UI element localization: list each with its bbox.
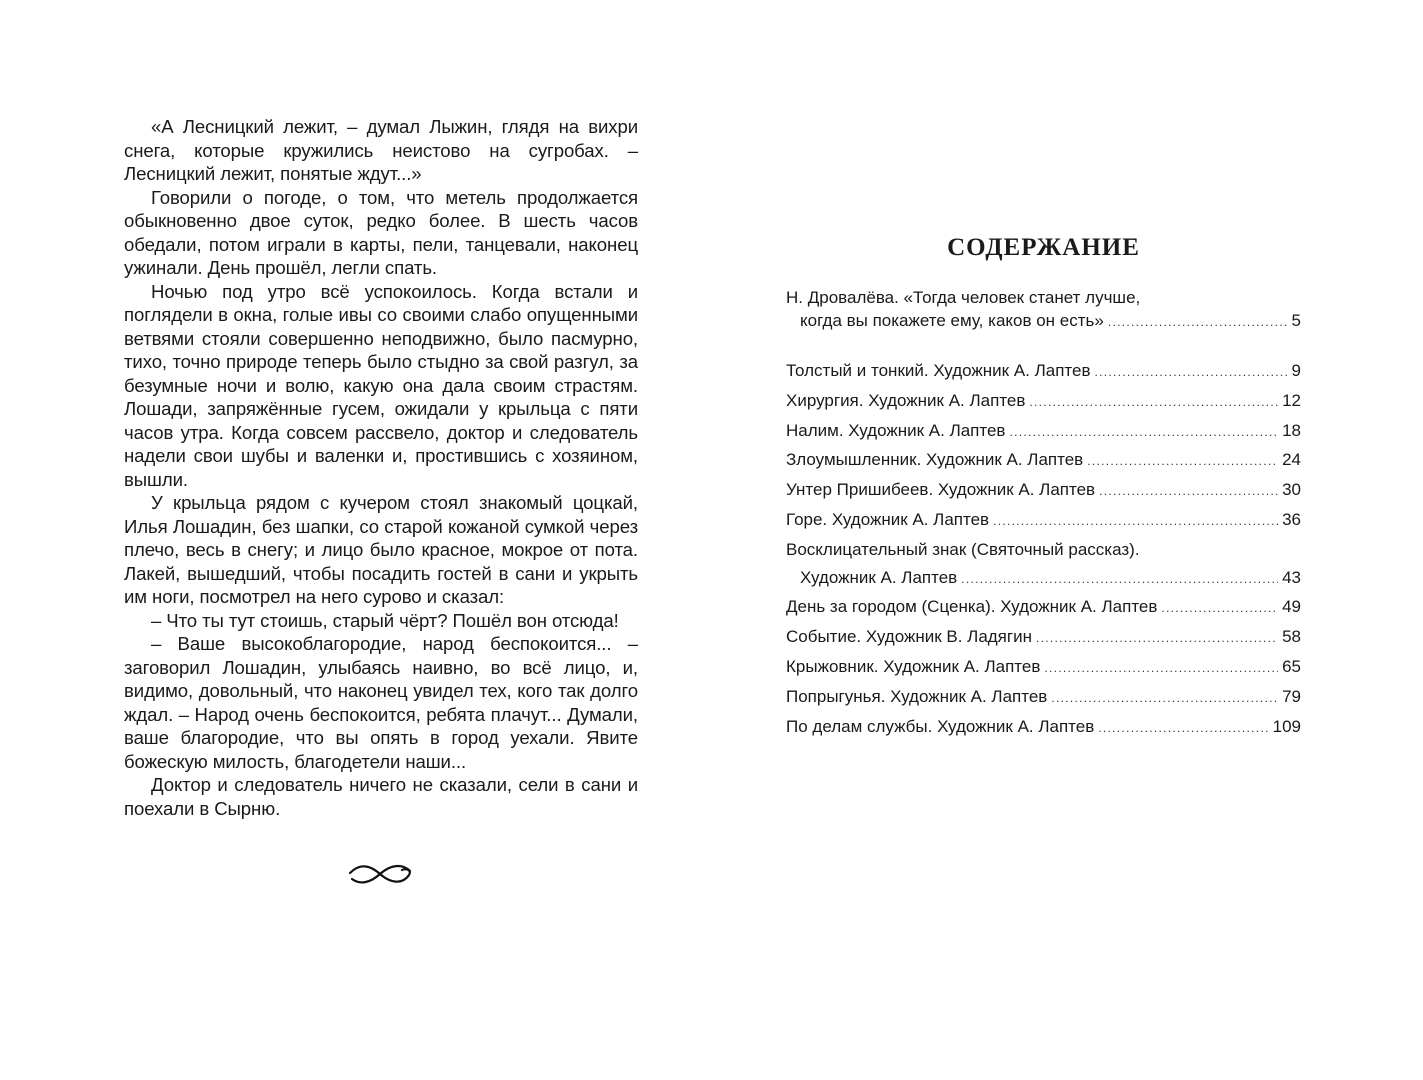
dot-leader: [1051, 685, 1278, 713]
toc-entry-line: [786, 387, 1301, 417]
toc-entry[interactable]: [786, 387, 1301, 417]
toc-entry-title: Художник А. Лаптев: [800, 567, 958, 587]
toc-entry-line: [786, 476, 1301, 506]
toc-entry-title: Горе. Художник А. Лаптев: [786, 509, 990, 529]
toc-entry-line: [786, 683, 1301, 713]
toc-page-number: 65: [1282, 656, 1301, 676]
toc-entry-line: [786, 417, 1301, 447]
toc-page-number: 18: [1282, 420, 1301, 440]
dot-leader: [1029, 389, 1278, 417]
toc-entry-title: День за городом (Сценка). Художник А. Лаптев: [786, 597, 1158, 617]
toc-entry-title: Событие. Художник В. Ладягин: [786, 627, 1032, 647]
toc-list: [786, 286, 1301, 742]
toc-entry-title: Толстый и тонкий. Художник А. Лаптев: [786, 361, 1091, 380]
toc-entry[interactable]: [786, 446, 1301, 476]
toc-entry-line: [786, 536, 1301, 564]
paragraph: Ночью под утро всё успокоилось. Когда встали и поглядели в окна, голые ивы со своими слабо опущенными ветвями стояли совершенно неподвижно, было пасмурно, тихо, точно природе теперь было стыдно за свой разгул, за безумные ночи и волю, какую она дала своим страстям. Лошади, запряжённые гусем, ожидали у крыльца с пяти часов утра. Когда совсем рассвело, доктор и следователь надели свои шубы и валенки и, простившись с хозяином, вышли.: [124, 280, 638, 490]
toc-page-number: 24: [1282, 450, 1301, 470]
toc-entry-title: Восклицательный знак (Святочный рассказ).: [786, 539, 1140, 559]
toc-page-number: 30: [1282, 480, 1301, 500]
toc-page-number: 58: [1282, 627, 1301, 647]
toc-page-number: 5: [1291, 311, 1301, 330]
toc-entry-title: Н. Дровалёва. «Тогда человек станет лучше,: [786, 288, 1141, 307]
toc-entry-line: [786, 713, 1301, 743]
dot-leader: [1009, 419, 1278, 447]
toc-entry-title: Злоумышленник. Художник А. Лаптев: [786, 450, 1084, 470]
toc-entry[interactable]: [786, 683, 1301, 713]
toc-entry[interactable]: [786, 286, 1301, 334]
toc-entry[interactable]: [786, 476, 1301, 506]
toc-entry[interactable]: [786, 593, 1301, 623]
toc-entry[interactable]: [786, 713, 1301, 743]
dot-leader: [961, 566, 1278, 594]
toc-entry-line: [786, 286, 1301, 309]
paragraph: У крыльца рядом с кучером стоял знакомый цоцкай, Илья Лошадин, без шапки, со старой кожаной сумкой через плечо, весь в снегу; и лицо было красное, мокрое от пота. Лакей, вышедший, чтобы посадить гостей в сани и укрыть им ноги, посмотрел на него сурово и сказал:: [124, 492, 638, 607]
dot-leader: [1087, 448, 1278, 476]
paragraph: «А Лесницкий лежит, – думал Лыжин, глядя на вихри снега, которые кружились неистово на сугробах. – Лесницкий лежит, понятые ждут...»: [124, 116, 638, 184]
toc-entry[interactable]: [786, 623, 1301, 653]
paragraph: Говорили о погоде, о том, что метель продолжается обыкновенно двое суток, редко более. В шесть часов обедали, потом играли в карты, пели, танцевали, наконец ужинали. День прошёл, легли спать.: [124, 186, 638, 278]
paragraph: Доктор и следователь ничего не сказали, сели в сани и поехали в Сырню.: [124, 774, 638, 819]
dot-leader: [1095, 359, 1288, 387]
toc-entry-title: Крыжовник. Художник А. Лаптев: [786, 656, 1041, 676]
toc-entry-line: [786, 506, 1301, 536]
toc-page-number: 109: [1272, 716, 1301, 736]
dot-leader: [993, 508, 1278, 536]
flourish-ornament-icon: [346, 861, 414, 887]
toc-entry-line: [786, 564, 1301, 594]
toc-page-number: 12: [1282, 390, 1301, 410]
paragraph: – Ваше высокоблагородие, народ беспокоится... – заговорил Лошадин, улыбаясь наивно, во всё лицо, и, видимо, довольный, что наконец увидел тех, кого так долго ждал. – Народ очень беспокоится, ребята плачут... Думали, ваше благородие, что вы опять в город уехали. Явите божескую милость, благодетели наши...: [124, 633, 638, 772]
toc-page-number: 43: [1282, 567, 1301, 587]
toc-entry-title: Попрыгунья. Художник А. Лаптев: [786, 686, 1048, 706]
toc-heading: СОДЕРЖАНИЕ: [947, 234, 1140, 261]
toc-entry[interactable]: [786, 506, 1301, 536]
toc-entry[interactable]: [786, 357, 1301, 387]
dot-leader: [1099, 478, 1278, 506]
toc-entry-line: [786, 593, 1301, 623]
table-of-contents: [786, 232, 1301, 742]
dot-leader: [1161, 595, 1278, 623]
toc-entry-title: Налим. Художник А. Лаптев: [786, 420, 1006, 440]
left-page-body: [124, 115, 638, 820]
dot-leader: [1098, 715, 1268, 743]
dot-leader: [1108, 311, 1288, 334]
toc-entry-line: [786, 653, 1301, 683]
toc-entry-line: [786, 446, 1301, 476]
toc-page-number: 36: [1282, 509, 1301, 529]
toc-entry[interactable]: [786, 417, 1301, 447]
paragraph: – Что ты тут стоишь, старый чёрт? Пошёл вон отсюда!: [151, 609, 619, 631]
toc-entry-title: По делам службы. Художник А. Лаптев: [786, 716, 1095, 736]
toc-entry-title: Унтер Пришибеев. Художник А. Лаптев: [786, 480, 1096, 500]
dot-leader: [1036, 625, 1278, 653]
toc-entry-title: когда вы покажете ему, каков он есть»: [800, 311, 1104, 330]
dot-leader: [1044, 655, 1278, 683]
toc-entry-line: [786, 623, 1301, 653]
toc-entry-line: [786, 357, 1301, 387]
toc-entry[interactable]: [786, 653, 1301, 683]
toc-entry[interactable]: [786, 536, 1301, 594]
toc-entry-title: Хирургия. Художник А. Лаптев: [786, 390, 1026, 410]
toc-entry-line: [786, 309, 1301, 334]
toc-page-number: 9: [1291, 361, 1301, 380]
toc-page-number: 79: [1282, 686, 1301, 706]
toc-page-number: 49: [1282, 597, 1301, 617]
